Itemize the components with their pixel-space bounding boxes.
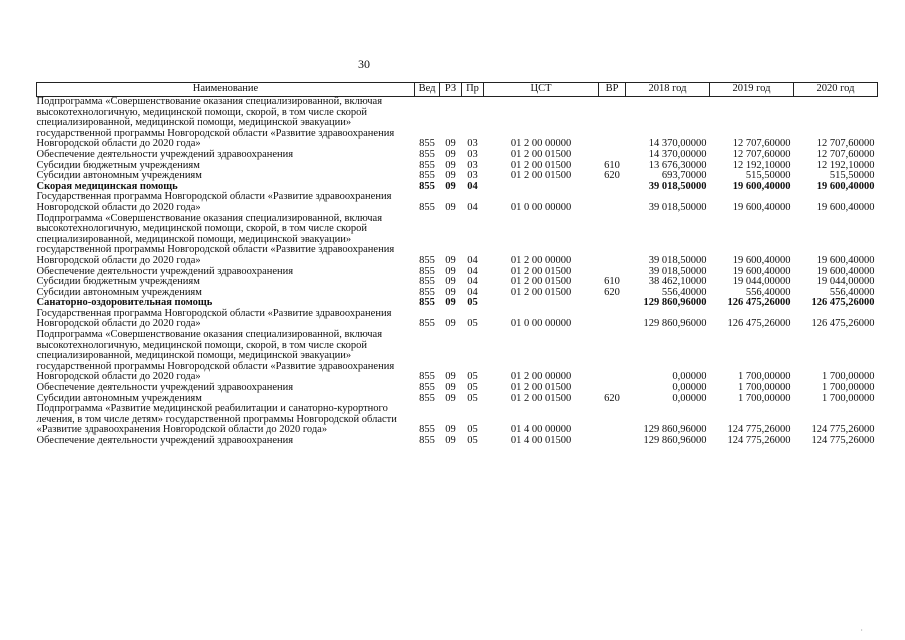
row-vr	[599, 330, 626, 383]
row-pr: 04	[467, 286, 478, 298]
row-value-2018: 0,00000	[672, 382, 707, 394]
row-value-2020: 1 700,00000	[822, 392, 875, 404]
col-header-rz: РЗ	[440, 83, 462, 97]
col-header-name: Наименование	[37, 83, 415, 97]
row-name: Обеспечение деятельности учреждений здравоохранения	[36, 382, 294, 394]
row-value-2020: 126 475,26000	[811, 297, 875, 309]
row-value-2019: 124 775,26000	[727, 435, 791, 446]
row-value-2019: 126 475,26000	[727, 318, 791, 330]
row-ved: 855	[419, 286, 435, 298]
row-rz: 09	[445, 276, 456, 288]
row-ved: 855	[419, 435, 435, 446]
row-value-2020: 126 475,26000	[811, 318, 875, 330]
row-pr: 03	[467, 138, 478, 150]
table-row	[37, 150, 878, 161]
row-rz: 09	[445, 180, 456, 192]
row-value-2018: 39 018,50000	[648, 254, 707, 266]
row-value-2018: 38 462,10000	[648, 276, 707, 288]
row-vr	[599, 182, 626, 193]
row-name: Подпрограмма «Совершенствование оказания специализированной, включая высокотехнологичную, медицинской помощи, скорой, в том числе скорой специализированной, медицинской помощи, медицинской эвакуации» государственной программы Новгородской области «Развитие здравоохранения Новгородской области до 2020 года»	[36, 329, 395, 383]
row-cst: 01 4 00 00000	[510, 424, 572, 436]
row-name: Подпрограмма «Совершенствование оказания специализированной, включая высокотехнологичную, медицинской помощи, скорой, в том числе скорой специализированной, медицинской помощи, медицинской эвакуации» государственной программы Новгородской области «Развитие здравоохранения Новгородской области до 2020 года»	[36, 212, 395, 266]
row-value-2018: 39 018,50000	[648, 180, 707, 192]
row-value-2018: 0,00000	[672, 371, 707, 383]
row-cst: 01 0 00 00000	[510, 318, 572, 330]
row-pr: 03	[467, 148, 478, 160]
row-name: Государственная программа Новгородской области «Развитие здравоохранения Новгородской области до 2020 года»	[36, 191, 392, 213]
table-row	[37, 97, 878, 150]
row-value-2019: 12 707,60000	[732, 138, 791, 150]
table-row	[37, 309, 878, 330]
row-value-2020: 124 775,26000	[811, 424, 875, 436]
row-value-2020: 1 700,00000	[822, 371, 875, 383]
row-value-2019: 1 700,00000	[738, 392, 791, 404]
table-body	[37, 97, 878, 447]
row-name: Обеспечение деятельности учреждений здравоохранения	[36, 148, 294, 160]
row-rz: 09	[445, 170, 456, 182]
row-cst: 01 2 00 00000	[510, 371, 572, 383]
row-cst: 01 0 00 00000	[510, 201, 572, 213]
row-vr: 620	[604, 392, 620, 404]
row-vr: 610	[604, 276, 620, 288]
row-value-2018: 14 370,00000	[648, 148, 707, 160]
col-header-pr: Пр	[462, 83, 484, 97]
table-row	[37, 192, 878, 213]
row-pr: 04	[467, 276, 478, 288]
row-rz: 09	[445, 254, 456, 266]
row-rz: 09	[445, 265, 456, 277]
col-header-ved: Вед	[415, 83, 440, 97]
table-row	[37, 330, 878, 383]
row-name: Субсидии автономным учреждениям	[36, 170, 202, 182]
row-rz: 09	[445, 424, 456, 436]
row-value-2019: 12 192,10000	[732, 159, 791, 171]
row-value-2019: 19 044,00000	[732, 276, 791, 288]
row-ved: 855	[419, 254, 435, 266]
row-ved: 855	[419, 138, 435, 150]
row-vr: 610	[604, 159, 620, 171]
row-value-2019: 19 600,40000	[732, 201, 791, 213]
row-rz: 09	[445, 371, 456, 383]
row-name: Обеспечение деятельности учреждений здравоохранения	[36, 435, 294, 446]
row-ved: 855	[419, 170, 435, 182]
row-value-2020: 12 707,60000	[816, 138, 875, 150]
row-cst: 01 2 00 01500	[510, 170, 572, 182]
row-pr: 05	[467, 318, 478, 330]
table-row	[37, 436, 878, 447]
row-value-2020: 19 600,40000	[816, 254, 875, 266]
row-pr: 04	[467, 180, 478, 192]
col-header-2020: 2020 год	[794, 83, 878, 97]
row-name: Государственная программа Новгородской области «Развитие здравоохранения Новгородской области до 2020 года»	[36, 307, 392, 330]
row-cst	[484, 182, 599, 193]
row-ved: 855	[419, 297, 435, 309]
row-cst: 01 2 00 01500	[510, 265, 572, 277]
row-value-2020: 19 600,40000	[816, 201, 875, 213]
row-vr: 620	[604, 286, 620, 298]
row-ved: 855	[419, 148, 435, 160]
row-pr: 03	[467, 159, 478, 171]
table-row	[37, 214, 878, 267]
row-pr: 05	[467, 392, 478, 404]
row-value-2019: 1 700,00000	[738, 382, 791, 394]
row-cst: 01 2 00 01500	[510, 382, 572, 394]
row-ved: 855	[419, 159, 435, 171]
col-header-2018: 2018 год	[626, 83, 710, 97]
row-vr	[599, 309, 626, 330]
row-ved: 855	[419, 371, 435, 383]
row-ved: 855	[419, 392, 435, 404]
row-cst: 01 2 00 00000	[510, 254, 572, 266]
row-pr: 04	[467, 254, 478, 266]
row-value-2020: 19 600,40000	[816, 180, 875, 192]
row-value-2019: 19 600,40000	[732, 180, 791, 192]
row-value-2020: 556,40000	[829, 286, 875, 298]
col-header-cst: ЦСТ	[484, 83, 599, 97]
row-pr: 04	[467, 265, 478, 277]
row-cst: 01 2 00 01500	[510, 159, 572, 171]
row-value-2018: 129 860,96000	[643, 318, 707, 330]
corner-mark: ·	[860, 626, 863, 635]
row-ved: 855	[419, 424, 435, 436]
row-value-2018: 556,40000	[661, 286, 707, 298]
row-vr	[599, 436, 626, 447]
row-rz: 09	[445, 435, 456, 446]
row-cst	[484, 298, 599, 309]
row-value-2020: 19 044,00000	[816, 276, 875, 288]
budget-table	[36, 82, 878, 447]
row-value-2018: 129 860,96000	[643, 297, 707, 309]
row-value-2018: 693,70000	[661, 170, 707, 182]
row-name: Обеспечение деятельности учреждений здравоохранения	[36, 265, 294, 277]
row-value-2019: 12 707,60000	[732, 148, 791, 160]
row-vr	[599, 214, 626, 267]
row-cst: 01 2 00 01500	[510, 392, 572, 404]
row-cst: 01 2 00 00000	[510, 138, 572, 150]
row-value-2020: 12 707,60000	[816, 148, 875, 160]
col-header-2019: 2019 год	[710, 83, 794, 97]
row-value-2018: 39 018,50000	[648, 265, 707, 277]
row-pr: 05	[467, 424, 478, 436]
row-rz: 09	[445, 138, 456, 150]
row-name: Скорая медицинская помощь	[36, 180, 178, 192]
row-pr: 03	[467, 170, 478, 182]
row-vr	[599, 97, 626, 150]
row-value-2019: 126 475,26000	[727, 297, 791, 309]
row-value-2019: 1 700,00000	[738, 371, 791, 383]
row-ved: 855	[419, 318, 435, 330]
row-rz: 09	[445, 392, 456, 404]
row-value-2018: 0,00000	[672, 392, 707, 404]
row-cst: 01 2 00 01500	[510, 148, 572, 160]
row-rz: 09	[445, 297, 456, 309]
row-rz: 09	[445, 286, 456, 298]
row-vr: 620	[604, 170, 620, 182]
table-header-row	[37, 83, 878, 97]
row-rz: 09	[445, 201, 456, 213]
row-pr: 05	[467, 371, 478, 383]
row-rz: 09	[445, 148, 456, 160]
row-vr	[599, 298, 626, 309]
row-value-2020: 124 775,26000	[811, 435, 875, 446]
row-value-2018: 129 860,96000	[643, 435, 707, 446]
row-rz: 09	[445, 159, 456, 171]
row-ved: 855	[419, 276, 435, 288]
row-value-2019: 556,40000	[745, 286, 791, 298]
row-name: Подпрограмма «Развитие медицинской реабилитации и санаторно-курортного лечения, в том числе детям» государственной программы Новгородской области «Развитие здравоохранения Новгородской области до 2020 года»	[36, 403, 397, 436]
row-name: Подпрограмма «Совершенствование оказания специализированной, включая высокотехнологичную, медицинской помощи, скорой, в том числе скорой специализированной, медицинской помощи, медицинской эвакуации» государственной программы Новгородской области «Развитие здравоохранения Новгородской области до 2020 года»	[36, 96, 395, 150]
row-value-2019: 19 600,40000	[732, 254, 791, 266]
row-value-2018: 13 676,30000	[648, 159, 707, 171]
table-row	[37, 404, 878, 436]
row-vr	[599, 404, 626, 436]
row-vr	[599, 150, 626, 161]
row-value-2020: 12 192,10000	[816, 159, 875, 171]
row-rz: 09	[445, 382, 456, 394]
row-value-2020: 1 700,00000	[822, 382, 875, 394]
row-name: Субсидии бюджетным учреждениям	[36, 159, 200, 171]
row-cst: 01 2 00 01500	[510, 276, 572, 288]
row-pr: 05	[467, 435, 478, 446]
col-header-vr: ВР	[599, 83, 626, 97]
row-rz: 09	[445, 318, 456, 330]
page-number: 30	[358, 57, 370, 71]
row-ved: 855	[419, 180, 435, 192]
row-value-2018: 39 018,50000	[648, 201, 707, 213]
row-cst: 01 2 00 01500	[510, 286, 572, 298]
row-cst: 01 4 00 01500	[510, 435, 572, 446]
row-name: Субсидии автономным учреждениям	[36, 392, 202, 404]
row-value-2018: 129 860,96000	[643, 424, 707, 436]
row-ved: 855	[419, 265, 435, 277]
row-value-2020: 19 600,40000	[816, 265, 875, 277]
row-ved: 855	[419, 382, 435, 394]
row-name: Субсидии бюджетным учреждениям	[36, 276, 200, 288]
row-ved: 855	[419, 201, 435, 213]
row-value-2019: 515,50000	[745, 170, 791, 182]
row-name: Субсидии автономным учреждениям	[36, 286, 202, 298]
row-vr	[599, 192, 626, 213]
row-pr: 04	[467, 201, 478, 213]
row-pr: 05	[467, 382, 478, 394]
row-pr: 05	[467, 297, 478, 309]
row-value-2019: 19 600,40000	[732, 265, 791, 277]
row-value-2019: 124 775,26000	[727, 424, 791, 436]
row-value-2018: 14 370,00000	[648, 138, 707, 150]
row-value-2020: 515,50000	[829, 170, 875, 182]
row-name: Санаторно-оздоровительная помощь	[36, 297, 213, 309]
